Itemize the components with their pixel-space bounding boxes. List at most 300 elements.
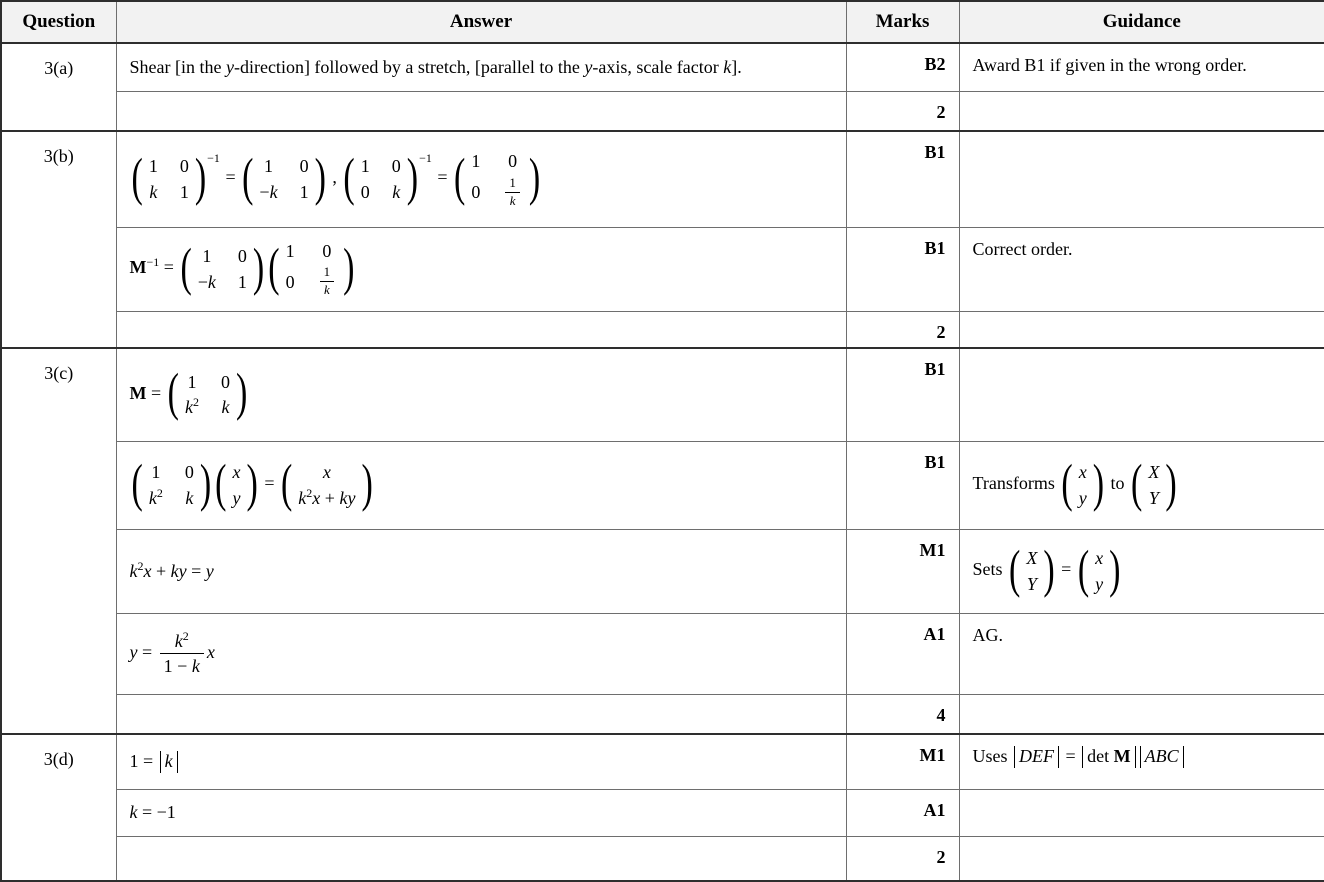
math-run: y	[225, 56, 234, 77]
question-cell	[1, 734, 116, 881]
question-cell	[1, 348, 116, 734]
question-number: 3(b)	[43, 146, 74, 166]
math-run: 1	[264, 156, 273, 177]
guidance-cell	[959, 734, 1324, 789]
guidance-cell	[959, 694, 1324, 734]
header-row	[1, 1, 1324, 43]
math-run: 1 −	[163, 656, 192, 676]
math-run: ABC	[1144, 746, 1179, 766]
matrix-grid	[466, 148, 528, 210]
matrix-grid	[254, 153, 313, 205]
matrix-grid	[1074, 459, 1092, 511]
matrix	[1060, 455, 1105, 513]
matrix-cell	[471, 181, 480, 204]
column-header-guidance: Guidance	[959, 1, 1324, 43]
marks-total-value: 2	[936, 846, 946, 867]
guidance-content	[973, 239, 1073, 259]
table-row	[1, 694, 1324, 734]
math-run: 0	[299, 156, 309, 177]
right-paren-icon: )	[235, 364, 248, 423]
marks-cell	[846, 613, 959, 694]
math-run: ].	[731, 56, 742, 77]
right-paren-icon: )	[246, 455, 258, 513]
math-run: 1	[323, 264, 331, 280]
math-run: k	[184, 397, 193, 418]
matrix-cell	[1026, 547, 1037, 570]
guidance-cell	[959, 43, 1324, 91]
math-run: y	[584, 56, 593, 77]
marks-value: M1	[919, 745, 946, 765]
math-run: k	[207, 271, 216, 292]
marks-cell	[846, 348, 959, 441]
fraction-numerator	[505, 176, 520, 193]
math-run: =	[1056, 559, 1076, 580]
answer-cell	[116, 311, 846, 348]
matrix-cell	[187, 371, 196, 394]
table-row	[1, 43, 1324, 91]
matrix	[342, 149, 432, 207]
matrix	[267, 238, 355, 300]
math-run: k	[174, 630, 183, 651]
matrix-cell	[508, 150, 517, 173]
marks-cell	[846, 43, 959, 91]
answer-cell	[116, 227, 846, 311]
math-run: x	[143, 560, 152, 581]
math-run: k	[191, 656, 200, 676]
matrix	[167, 364, 249, 423]
left-paren-icon: (	[1131, 455, 1143, 513]
marks-cell	[846, 441, 959, 529]
guidance-cell	[959, 789, 1324, 836]
answer-content	[130, 57, 742, 77]
fraction-numerator	[160, 630, 204, 655]
math-run: Shear [in the	[129, 56, 226, 77]
matrix-cell	[361, 155, 370, 178]
right-paren-icon: )	[1043, 541, 1055, 599]
math-run: =	[1061, 746, 1081, 766]
math-run: X	[1026, 548, 1038, 568]
answer-cell	[116, 613, 846, 694]
math-run: ,	[327, 167, 342, 188]
marks-total-cell	[846, 836, 959, 881]
matrix-grid	[144, 153, 194, 205]
matrix-grid	[281, 238, 343, 300]
table-row	[1, 227, 1324, 311]
marks-cell	[846, 734, 959, 789]
guidance-cell	[959, 131, 1324, 227]
math-run: y	[1095, 573, 1104, 594]
marks-total-cell	[846, 311, 959, 348]
table-row	[1, 836, 1324, 881]
matrix-cell	[323, 461, 331, 484]
matrix-cell	[1079, 487, 1087, 510]
math-run: -axis, scale factor	[592, 56, 724, 77]
math-run: 1	[471, 151, 481, 172]
marks-total-cell	[846, 694, 959, 734]
left-paren-icon: (	[343, 149, 355, 207]
right-paren-icon: )	[1165, 455, 1177, 513]
matrix-cell	[264, 155, 273, 178]
math-run: ky	[170, 560, 187, 581]
math-run: Correct order.	[972, 238, 1073, 259]
marks-value: B1	[924, 237, 946, 258]
matrix-cell	[180, 155, 189, 178]
table-row	[1, 348, 1324, 441]
marks-value: B1	[924, 359, 946, 379]
superscript: 2	[156, 485, 163, 500]
math-run: y	[205, 560, 214, 581]
math-run: 1	[187, 371, 197, 392]
answer-content	[130, 455, 375, 513]
matrix-cell	[286, 271, 295, 294]
absolute-value	[1014, 746, 1059, 768]
math-run: M	[1113, 746, 1131, 766]
question-number: 3(d)	[43, 749, 74, 769]
answer-cell	[116, 131, 846, 227]
left-paren-icon: (	[1009, 541, 1021, 599]
answer-cell	[116, 91, 846, 131]
guidance-content	[972, 455, 1179, 513]
math-run: Award B1 if given in the wrong order.	[972, 55, 1247, 75]
matrix-cell	[202, 245, 211, 268]
answer-content	[130, 149, 543, 208]
matrix-cell	[1148, 461, 1159, 484]
left-paren-icon: (	[215, 455, 227, 513]
marks-value: M1	[919, 539, 946, 560]
math-run: x	[232, 462, 241, 482]
matrix-cell	[1095, 547, 1103, 570]
matrix-exponent: −1	[207, 151, 220, 166]
answer-cell	[116, 789, 846, 836]
math-run: Transforms	[972, 473, 1060, 494]
matrix	[280, 455, 374, 513]
matrix-cell	[1079, 461, 1087, 484]
guidance-content	[973, 55, 1247, 75]
right-paren-icon: )	[343, 239, 355, 297]
math-run: =	[259, 473, 279, 494]
math-run: 0	[237, 246, 247, 266]
matrix-cell	[149, 487, 163, 510]
math-run: 0	[360, 181, 370, 202]
guidance-cell	[959, 227, 1324, 311]
answer-content	[129, 364, 250, 423]
marks-value: B1	[924, 451, 946, 472]
math-run: k	[164, 750, 173, 771]
answer-content	[129, 628, 215, 676]
marks-value: B2	[924, 54, 946, 74]
fraction	[160, 630, 204, 678]
marks-cell	[846, 131, 959, 227]
guidance-content	[973, 625, 1004, 645]
matrix	[241, 149, 327, 207]
matrix-cell	[232, 487, 240, 510]
math-run: det	[1087, 746, 1114, 766]
superscript: 2	[137, 558, 144, 573]
table-row	[1, 529, 1324, 613]
guidance-content	[973, 746, 1186, 766]
matrix-cell	[1095, 573, 1103, 596]
guidance-cell	[959, 613, 1324, 694]
matrix	[1008, 541, 1056, 599]
math-run: k	[185, 487, 194, 508]
superscript: 2	[306, 485, 313, 500]
math-run: 0	[471, 181, 481, 202]
fraction-denominator	[160, 654, 204, 678]
table-row	[1, 131, 1324, 227]
question-number: 3(a)	[44, 58, 74, 78]
guidance-cell	[959, 441, 1324, 529]
answer-content	[130, 751, 180, 771]
math-run: k	[392, 181, 401, 202]
question-cell	[1, 131, 116, 348]
math-run: y	[1078, 487, 1087, 508]
matrix-cell	[238, 271, 247, 294]
left-paren-icon: (	[454, 149, 466, 207]
matrix-cell	[185, 461, 194, 484]
marks-total-value: 4	[936, 704, 946, 725]
matrix	[453, 148, 541, 210]
right-paren-icon: )	[199, 455, 212, 513]
matrix-cell	[198, 271, 216, 294]
matrix	[131, 149, 220, 207]
matrix-cell	[317, 265, 338, 298]
fraction-denominator	[505, 193, 520, 209]
math-run: 1	[202, 246, 212, 266]
left-paren-icon: (	[131, 149, 143, 207]
left-paren-icon: (	[180, 239, 192, 297]
math-run: 1	[148, 156, 158, 177]
absolute-value	[1082, 746, 1136, 768]
math-run: k	[129, 802, 138, 822]
left-paren-icon: (	[167, 364, 179, 423]
math-run: M	[129, 257, 147, 278]
marks-total-value: 2	[936, 101, 946, 122]
math-run: to	[1106, 473, 1130, 494]
math-run: k	[129, 560, 138, 581]
answer-content	[129, 558, 214, 581]
math-run: Sets	[972, 559, 1008, 580]
math-run: x	[1095, 548, 1104, 568]
math-run: 1	[509, 174, 516, 190]
math-run: 0	[184, 462, 194, 482]
table-row	[1, 734, 1324, 789]
math-run: AG.	[972, 624, 1003, 645]
math-run: 1	[299, 181, 309, 202]
left-paren-icon: (	[131, 455, 143, 513]
table-row	[1, 441, 1324, 529]
matrix-grid	[1090, 545, 1108, 597]
matrix-cell	[300, 181, 309, 204]
math-run: = −1	[137, 802, 176, 822]
math-run: =	[220, 167, 241, 188]
left-paren-icon: (	[1061, 455, 1073, 513]
right-paren-icon: )	[1109, 541, 1121, 599]
matrix-grid	[180, 369, 235, 421]
marks-cell	[846, 529, 959, 613]
right-paren-icon: )	[314, 149, 326, 207]
matrix-grid	[293, 459, 360, 511]
table-row	[1, 311, 1324, 348]
answer-content	[129, 239, 357, 298]
math-run: k	[509, 192, 516, 208]
math-run: =	[137, 641, 157, 662]
table-body	[1, 43, 1324, 881]
math-run: 0	[391, 156, 401, 177]
table-header	[1, 1, 1324, 43]
marks-value: A1	[923, 799, 946, 820]
left-paren-icon: (	[268, 239, 280, 297]
answer-cell	[116, 348, 846, 441]
guidance-cell	[959, 836, 1324, 881]
math-run: 1	[151, 462, 161, 482]
math-run: +	[151, 560, 171, 581]
math-run: =	[159, 257, 179, 278]
answer-cell	[116, 529, 846, 613]
matrix-grid	[1143, 459, 1164, 511]
guidance-cell	[959, 348, 1324, 441]
matrix-cell	[361, 181, 370, 204]
math-run: =	[146, 382, 166, 403]
math-run: −	[259, 181, 270, 202]
absolute-value	[160, 751, 178, 773]
math-run: ky	[339, 487, 356, 508]
math-run: M	[129, 382, 147, 403]
matrix-cell	[300, 155, 309, 178]
math-run: y	[232, 487, 241, 508]
matrix-cell	[392, 181, 400, 204]
right-paren-icon: )	[361, 455, 373, 513]
math-run: Uses	[972, 746, 1012, 766]
matrix-cell	[185, 487, 193, 510]
matrix-grid	[356, 153, 406, 205]
answer-content	[130, 802, 176, 822]
right-paren-icon: )	[406, 149, 419, 207]
matrix-cell	[392, 155, 401, 178]
marks-total-cell	[846, 91, 959, 131]
matrix-grid	[1021, 545, 1042, 597]
math-run: k	[323, 282, 330, 298]
math-run: −	[197, 271, 208, 292]
matrix-cell	[151, 461, 160, 484]
matrix	[131, 455, 213, 513]
math-run: 1	[237, 271, 247, 292]
column-header-question: Question	[1, 1, 116, 43]
math-run: x	[1078, 462, 1087, 482]
math-run: k	[269, 181, 278, 202]
math-run: y	[129, 641, 138, 662]
matrix-cell	[221, 371, 230, 394]
guidance-cell	[959, 91, 1324, 131]
guidance-content	[972, 541, 1123, 599]
matrix	[1130, 455, 1178, 513]
math-run: 0	[179, 156, 189, 177]
right-paren-icon: )	[252, 239, 265, 297]
answer-cell	[116, 694, 846, 734]
math-run: DEF	[1019, 746, 1054, 766]
matrix-cell	[1149, 487, 1159, 510]
right-paren-icon: )	[1092, 455, 1105, 513]
fraction-denominator	[320, 282, 335, 298]
answer-cell	[116, 441, 846, 529]
matrix-grid	[193, 243, 252, 295]
matrix-cell	[502, 176, 523, 209]
right-paren-icon: )	[194, 149, 207, 207]
answer-cell	[116, 734, 846, 789]
question-cell	[1, 43, 116, 131]
fraction	[320, 265, 335, 298]
matrix-cell	[259, 181, 277, 204]
column-header-answer: Answer	[116, 1, 846, 43]
absolute-value	[1140, 746, 1184, 768]
left-paren-icon: (	[242, 149, 254, 207]
matrix	[1077, 541, 1122, 599]
matrix-exponent: −1	[419, 151, 432, 166]
matrix-cell	[232, 461, 240, 484]
marks-cell	[846, 789, 959, 836]
math-run: 0	[508, 151, 518, 172]
matrix-cell	[238, 245, 247, 268]
math-run: X	[1148, 462, 1160, 482]
table-row	[1, 789, 1324, 836]
math-run: -direction] followed by a stretch, [parallel to the	[233, 56, 585, 77]
guidance-cell	[959, 529, 1324, 613]
superscript: 2	[182, 628, 189, 643]
math-run: +	[320, 487, 340, 508]
math-run: x	[322, 462, 331, 482]
math-run: Y	[1148, 487, 1159, 508]
matrix-cell	[149, 155, 158, 178]
column-header-marks: Marks	[846, 1, 959, 43]
math-run: 1 =	[129, 750, 158, 771]
math-run: 1	[360, 156, 370, 177]
left-paren-icon: (	[280, 455, 293, 513]
matrix-cell	[286, 240, 295, 263]
matrix-grid	[144, 459, 199, 511]
math-run: Y	[1026, 573, 1037, 594]
answer-cell	[116, 836, 846, 881]
table-row	[1, 613, 1324, 694]
marks-cell	[846, 227, 959, 311]
left-paren-icon: (	[1077, 541, 1090, 599]
math-run: k	[298, 487, 307, 508]
superscript: −1	[146, 255, 160, 270]
matrix-cell	[1027, 573, 1037, 596]
marks-value: B1	[924, 142, 946, 162]
matrix-cell	[471, 150, 480, 173]
matrix-grid	[227, 459, 245, 511]
math-run: 1	[285, 240, 295, 261]
guidance-cell	[959, 311, 1324, 348]
math-run: 0	[285, 271, 295, 292]
math-run: =	[186, 560, 206, 581]
math-run: 1	[179, 181, 189, 202]
marks-total-value: 2	[936, 321, 946, 342]
marks-value: A1	[923, 623, 946, 644]
math-run: 0	[322, 240, 332, 261]
math-run: k	[723, 56, 732, 77]
math-run: x	[206, 641, 215, 662]
matrix-cell	[149, 181, 157, 204]
matrix-cell	[298, 487, 355, 510]
math-run: k	[149, 181, 158, 202]
matrix-cell	[221, 396, 229, 419]
math-run: x	[312, 487, 321, 508]
math-run: 0	[220, 371, 230, 392]
math-run: =	[432, 167, 452, 188]
math-run: k	[148, 487, 157, 508]
fraction	[505, 176, 520, 209]
right-paren-icon: )	[528, 149, 541, 207]
